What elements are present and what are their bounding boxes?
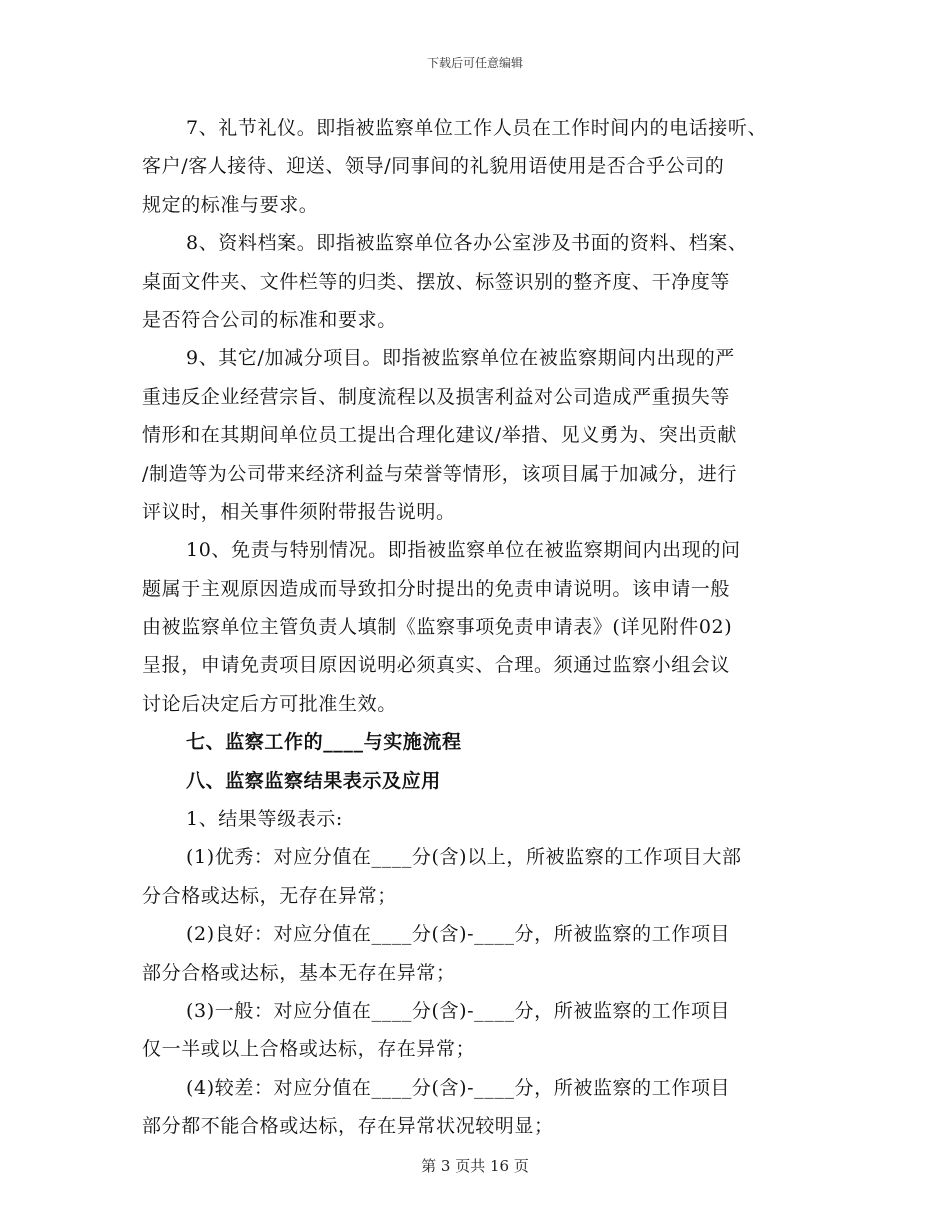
body-text-line: 部分合格或达标，基本无存在异常；: [142, 961, 456, 984]
body-text-line: 是否符合公司的标准和要求。: [142, 308, 397, 331]
body-text-line: 规定的标准与要求。: [142, 193, 319, 216]
body-text-line: 10、免责与特别情况。即指被监察单位在被监察期间内出现的问: [186, 539, 741, 562]
section-heading: 七、监察工作的____与实施流程: [186, 731, 462, 754]
body-text-line: 仅一半或以上合格或达标，存在异常；: [142, 1038, 476, 1061]
body-text-line: 7、礼节礼仪。即指被监察单位工作人员在工作时间内的电话接听、: [186, 117, 768, 139]
body-text-line: 客户/客人接待、迎送、领导/同事间的礼貌用语使用是否合乎公司的: [142, 155, 725, 178]
body-text-line: 评议时，相关事件须附带报告说明。: [142, 500, 456, 523]
body-text-line: 9、其它/加减分项目。即指被监察单位在被监察期间内出现的严: [186, 347, 735, 370]
body-text-line: 桌面文件夹、文件栏等的归类、摆放、标签识别的整齐度、干净度等: [142, 270, 731, 293]
body-text-line: 讨论后决定后方可批准生效。: [142, 692, 397, 715]
page-number: 第 3 页共 16 页: [421, 1157, 529, 1175]
body-text-line: 部分都不能合格或达标，存在异常状况较明显；: [142, 1115, 554, 1138]
header-note: 下载后可任意编辑: [426, 56, 523, 70]
body-text-line: 重违反企业经营宗旨、制度流程以及损害利益对公司造成严重损失等: [142, 385, 731, 408]
body-text-line: (1)优秀：对应分值在____分(含)以上，所被监察的工作项目大部: [186, 846, 742, 869]
body-text-line: 8、资料档案。即指被监察单位各办公室涉及书面的资料、档案、: [186, 232, 748, 255]
body-text-line: 题属于主观原因造成而导致扣分时提出的免责申请说明。该申请一般: [142, 577, 731, 600]
body-text-line: 呈报，申请免责项目原因说明必须真实、合理。须通过监察小组会议: [142, 654, 731, 677]
body-text-line: 情形和在其期间单位员工提出合理化建议/举措、见义勇为、突出贡献: [142, 424, 738, 447]
body-text-line: 由被监察单位主管负责人填制《监察事项免责申请表》(详见附件02): [142, 616, 733, 639]
document-body: [142, 109, 822, 1146]
section-heading: 八、监察监察结果表示及应用: [186, 769, 441, 792]
body-text-line: 1、结果等级表示:: [186, 808, 343, 831]
body-text-line: (4)较差：对应分值在____分(含)-____分，所被监察的工作项目: [186, 1076, 731, 1099]
body-text-line: 分合格或达标，无存在异常；: [142, 884, 397, 907]
body-text-line: (2)良好：对应分值在____分(含)-____分，所被监察的工作项目: [186, 923, 731, 946]
body-text-line: (3)一般：对应分值在____分(含)-____分，所被监察的工作项目: [186, 999, 731, 1022]
body-text-line: /制造等为公司带来经济利益与荣誉等情形，该项目属于加减分，进行: [142, 462, 738, 485]
